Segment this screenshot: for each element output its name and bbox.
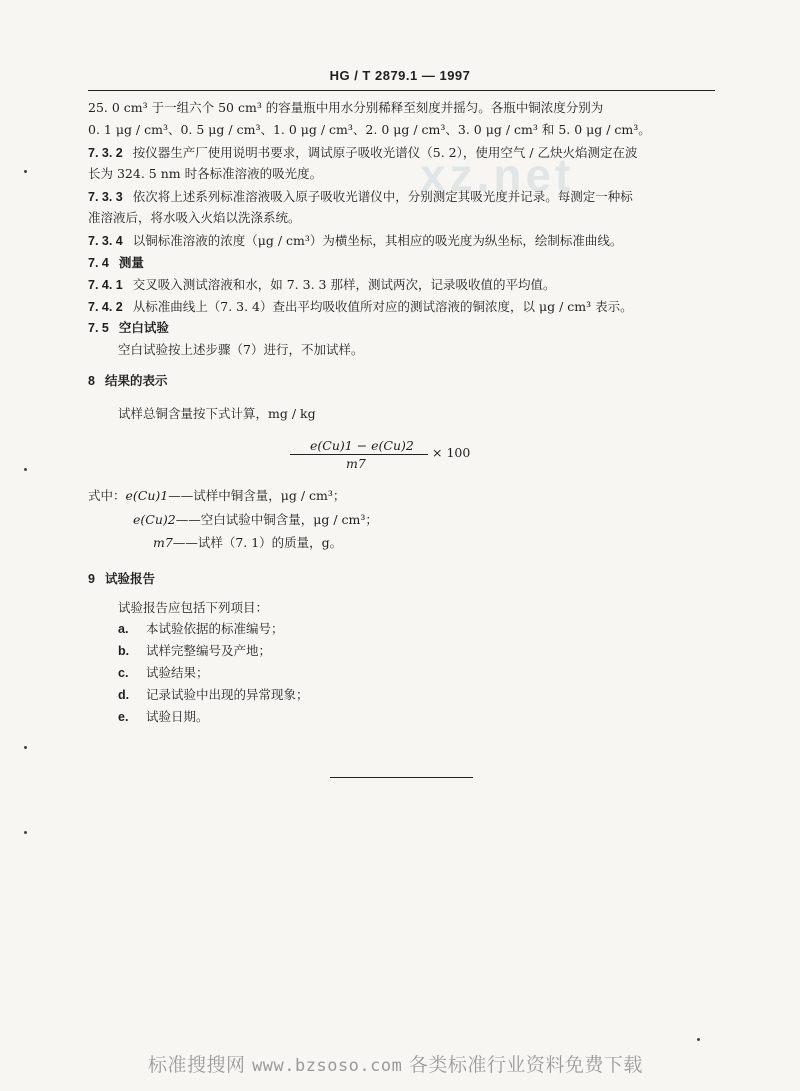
list-text: 试样完整编号及产地； (146, 643, 272, 658)
section-7-3-2-cont: 长为 324. 5 nm 时各标准溶液的吸光度。 (88, 166, 323, 181)
scan-speck (24, 170, 27, 173)
symbol: e(Cu)1 (125, 488, 169, 503)
section-8-text: 试样总铜含量按下式计算，mg / kg (118, 406, 316, 421)
definition: ——试样（7. 1）的质量，g。 (172, 535, 343, 550)
section-title: 空白试验 (118, 320, 169, 335)
list-letter: e. (118, 710, 129, 724)
section-number: 7. 4 (88, 256, 109, 270)
fraction-bar (290, 454, 428, 455)
section-text: 交叉吸入测试溶液和水，如 7. 3. 3 那样，测试两次，记录吸收值的平均值。 (132, 277, 556, 292)
section-9-text: 试验报告应包括下列项目： (118, 600, 269, 615)
formula-numerator: e(Cu)1 − e(Cu)2 (310, 438, 414, 453)
header-rule (88, 90, 715, 91)
list-item (118, 685, 309, 705)
section-7-3-3-cont: 准溶液后，将水吸入火焰以洗涤系统。 (88, 210, 301, 225)
section-7-3-3 (88, 187, 633, 207)
list-letter: a. (118, 622, 129, 636)
list-item (118, 663, 209, 683)
end-rule (330, 777, 473, 778)
list-letter: c. (118, 666, 129, 680)
watermark: xz.net (420, 149, 575, 201)
list-letter: b. (118, 644, 130, 658)
list-item (118, 707, 209, 727)
footer-slogan: 各类标准行业资料免费下载 (408, 1054, 643, 1076)
where-line-3 (153, 533, 342, 553)
list-text: 试验日期。 (146, 709, 209, 724)
section-number: 7. 3. 3 (88, 190, 123, 204)
section-title: 试验报告 (104, 571, 155, 586)
symbol: e(Cu)2 (133, 512, 176, 527)
section-9 (88, 569, 155, 589)
section-7-4-2 (88, 297, 633, 317)
section-text: 按仪器生产厂使用说明书要求，调试原子吸收光谱仪（5. 2），使用空气 / 乙炔火焰测定在波 (132, 145, 638, 160)
definition: ——试样中铜含量，μg / cm³； (168, 488, 346, 503)
section-7-3-2 (88, 143, 638, 163)
section-number: 8 (88, 374, 95, 388)
section-number: 9 (88, 572, 95, 586)
section-7-3-4 (88, 231, 622, 251)
section-number: 7. 5 (88, 321, 109, 335)
section-7-5 (88, 318, 169, 338)
where-line-1 (88, 486, 345, 506)
section-title: 测量 (118, 255, 144, 270)
section-number: 7. 3. 2 (88, 146, 123, 160)
footer-site: 标准搜搜网 (148, 1054, 246, 1076)
section-text: 从标准曲线上（7. 3. 4）查出平均吸收值所对应的测试溶液的铜浓度，以 μg / cm³ 表示。 (132, 299, 633, 314)
scan-speck (24, 831, 27, 834)
definition: ——空白试验中铜含量，μg / cm³； (175, 512, 378, 527)
list-text: 本试验依据的标准编号； (146, 621, 284, 636)
symbol: m7 (153, 535, 173, 550)
scan-speck (24, 468, 27, 471)
list-item (118, 619, 284, 639)
scan-speck (24, 746, 27, 749)
section-title: 结果的表示 (104, 373, 168, 388)
where-label: 式中： (88, 488, 126, 503)
formula-denominator: m7 (346, 456, 366, 471)
list-text: 试验结果； (146, 665, 209, 680)
list-text: 记录试验中出现的异常现象； (146, 687, 309, 702)
section-7-4 (88, 253, 144, 273)
standard-header: HG / T 2879.1 — 1997 (329, 68, 471, 83)
section-text: 依次将上述系列标准溶液吸入原子吸收光谱仪中，分别测定其吸光度并记录。每测定一种标 (132, 189, 633, 204)
section-number: 7. 3. 4 (88, 234, 123, 248)
section-7-5-text: 空白试验按上述步骤（7）进行，不加试样。 (118, 342, 364, 357)
para-line-1: 25. 0 cm³ 于一组六个 50 cm³ 的容量瓶中用水分别稀释至刻度并摇匀。各瓶中铜浓度分别为 (88, 100, 604, 115)
list-item (118, 641, 271, 661)
footer-watermark (148, 1050, 643, 1077)
section-8 (88, 371, 167, 391)
section-7-4-1 (88, 275, 555, 295)
scan-speck (697, 1038, 700, 1041)
where-line-2 (133, 510, 378, 530)
para-line-2: 0. 1 μg / cm³、0. 5 μg / cm³、1. 0 μg / cm³、2. 0 μg / cm³、3. 0 μg / cm³ 和 5. 0 μg / cm³。 (88, 122, 651, 137)
section-number: 7. 4. 1 (88, 278, 123, 292)
formula-multiplier: × 100 (432, 445, 471, 460)
footer-url[interactable]: www.bzsoso.com (252, 1056, 403, 1076)
section-number: 7. 4. 2 (88, 300, 123, 314)
section-text: 以铜标准溶液的浓度（μg / cm³）为横坐标，其相应的吸光度为纵坐标，绘制标准曲线。 (132, 233, 623, 248)
list-letter: d. (118, 688, 130, 702)
